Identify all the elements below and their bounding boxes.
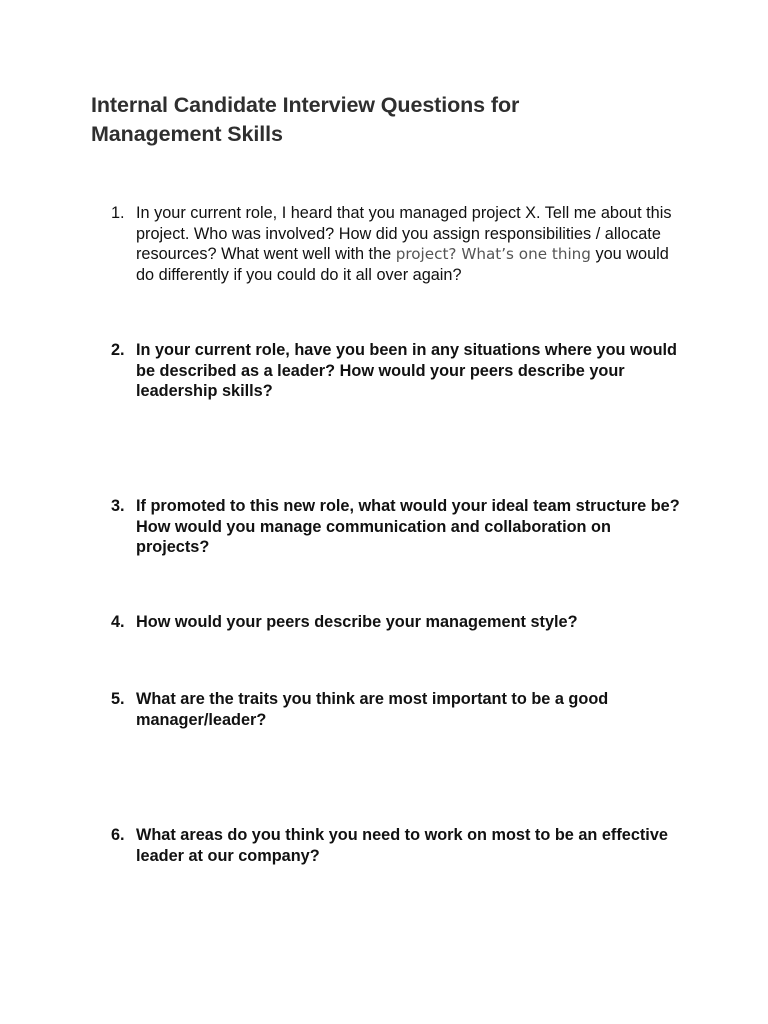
question-text-main: In your current role, I heard that you managed project X. Tell me about this project. Who was involved? How did you assign responsibilities / allocate resources? What went well with the	[136, 204, 672, 263]
question-item-3	[111, 496, 681, 558]
question-text	[136, 203, 681, 285]
question-text-soft: project? What’s one thing	[395, 245, 591, 263]
question-number: 4.	[111, 613, 125, 631]
question-item-1	[111, 203, 681, 285]
question-number: 6.	[111, 826, 125, 844]
question-text: What are the traits you think are most important to be a good manager/leader?	[136, 690, 609, 729]
question-text: What areas do you think you need to work on most to be an effective leader at our company?	[136, 826, 668, 865]
question-item-2	[111, 340, 681, 402]
document-title: Internal Candidate Interview Questions for Management Skills	[91, 93, 520, 146]
question-text-end: you would do differently if you could do it all over again?	[136, 245, 669, 284]
question-text: How would your peers describe your management style?	[136, 613, 578, 631]
question-item-4	[111, 612, 681, 633]
question-number: 5.	[111, 690, 125, 708]
question-text: If promoted to this new role, what would your ideal team structure be? How would you manage communication and collaboration on projects?	[136, 497, 680, 556]
question-number: 1.	[111, 204, 125, 222]
question-number: 2.	[111, 341, 125, 359]
question-number: 3.	[111, 497, 125, 515]
question-text: In your current role, have you been in any situations where you would be described as a leader? How would your peers describe your leadership skills?	[136, 341, 678, 400]
question-item-5	[111, 689, 681, 730]
question-item-6	[111, 825, 681, 866]
